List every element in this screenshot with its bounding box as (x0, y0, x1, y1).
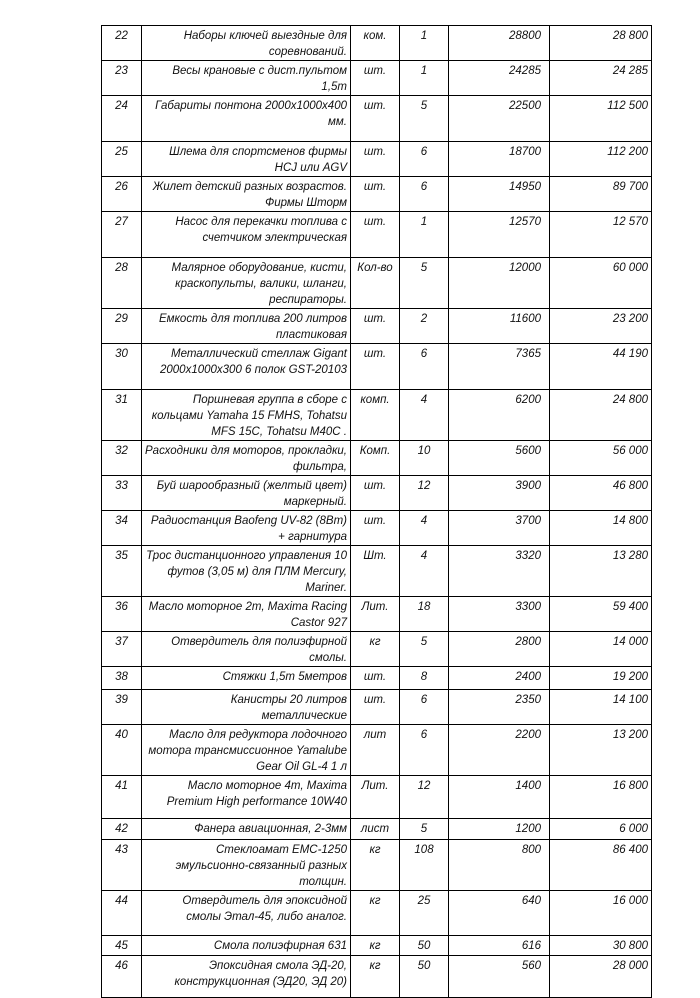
table-row (102, 390, 652, 441)
item-quantity: 108 (400, 840, 449, 891)
table-row (102, 597, 652, 632)
item-price: 22500 (449, 96, 550, 142)
row-number: 39 (102, 690, 142, 725)
item-price: 2200 (449, 725, 550, 776)
item-unit: кг (351, 632, 400, 667)
item-quantity: 5 (400, 258, 449, 309)
item-unit: Лит. (351, 597, 400, 632)
item-total: 13 280 (550, 546, 652, 597)
item-unit: кг (351, 956, 400, 998)
item-name: Стяжки 1,5т 5метров (142, 667, 351, 690)
item-quantity: 5 (400, 819, 449, 840)
row-number: 41 (102, 776, 142, 819)
item-name: Масло моторное 2т, Maxima Racing Castor 927 (142, 597, 351, 632)
items-table-body (102, 26, 652, 998)
item-total: 14 100 (550, 690, 652, 725)
row-number: 32 (102, 441, 142, 476)
row-number: 38 (102, 667, 142, 690)
item-unit: шт. (351, 177, 400, 212)
item-quantity: 6 (400, 690, 449, 725)
item-unit: шт. (351, 344, 400, 390)
row-number: 33 (102, 476, 142, 511)
item-name: Малярное оборудование, кисти, краскопульты, валики, шланги, респираторы. (142, 258, 351, 309)
row-number: 25 (102, 142, 142, 177)
table-row (102, 725, 652, 776)
table-row (102, 26, 652, 61)
item-unit: ком. (351, 26, 400, 61)
item-price: 560 (449, 956, 550, 998)
row-number: 42 (102, 819, 142, 840)
item-quantity: 1 (400, 61, 449, 96)
table-row (102, 690, 652, 725)
item-quantity: 4 (400, 390, 449, 441)
item-price: 3700 (449, 511, 550, 546)
item-name: Наборы ключей выездные для соревнований. (142, 26, 351, 61)
item-total: 60 000 (550, 258, 652, 309)
item-price: 6200 (449, 390, 550, 441)
item-price: 12570 (449, 212, 550, 258)
item-quantity: 6 (400, 725, 449, 776)
row-number: 28 (102, 258, 142, 309)
item-total: 14 800 (550, 511, 652, 546)
item-price: 11600 (449, 309, 550, 344)
item-name: Емкость для топлива 200 литров пластиковая (142, 309, 351, 344)
table-row (102, 61, 652, 96)
item-price: 12000 (449, 258, 550, 309)
row-number: 44 (102, 891, 142, 936)
row-number: 24 (102, 96, 142, 142)
item-unit: шт. (351, 142, 400, 177)
item-name: Шлема для спортсменов фирмы HCJ или AGV (142, 142, 351, 177)
item-total: 14 000 (550, 632, 652, 667)
item-name: Фанера авиационная, 2-3мм (142, 819, 351, 840)
item-name: Стеклоамат ЕМС-1250 эмульсионно-связанный разных толщин. (142, 840, 351, 891)
item-total: 19 200 (550, 667, 652, 690)
item-quantity: 1 (400, 26, 449, 61)
item-name: Отвердитель для эпоксидной смолы Этал-45, либо аналог. (142, 891, 351, 936)
row-number: 26 (102, 177, 142, 212)
item-name: Габариты понтона 2000х1000х400 мм. (142, 96, 351, 142)
row-number: 29 (102, 309, 142, 344)
item-quantity: 10 (400, 441, 449, 476)
items-table (101, 25, 652, 998)
item-unit: кг (351, 840, 400, 891)
item-quantity: 4 (400, 511, 449, 546)
table-row (102, 956, 652, 998)
row-number: 22 (102, 26, 142, 61)
table-row (102, 177, 652, 212)
table-row (102, 776, 652, 819)
item-quantity: 6 (400, 344, 449, 390)
item-unit: шт. (351, 212, 400, 258)
item-price: 5600 (449, 441, 550, 476)
item-name: Трос дистанционного управления 10 футов (3,05 м) для ПЛМ Mercury, Mariner. (142, 546, 351, 597)
row-number: 27 (102, 212, 142, 258)
item-unit: шт. (351, 96, 400, 142)
item-name: Масло для редуктора лодочного мотора трансмиссионное Yamalube Gear Oil GL-4 1 л (142, 725, 351, 776)
item-name: Смола полиэфирная 631 (142, 936, 351, 956)
item-total: 16 800 (550, 776, 652, 819)
row-number: 46 (102, 956, 142, 998)
table-row (102, 936, 652, 956)
item-quantity: 6 (400, 142, 449, 177)
row-number: 40 (102, 725, 142, 776)
item-price: 3300 (449, 597, 550, 632)
table-row (102, 476, 652, 511)
table-row (102, 819, 652, 840)
item-unit: Кол-во (351, 258, 400, 309)
item-name: Весы крановые с дист.пультом 1,5т (142, 61, 351, 96)
item-quantity: 12 (400, 476, 449, 511)
item-price: 1400 (449, 776, 550, 819)
item-price: 28800 (449, 26, 550, 61)
table-row (102, 142, 652, 177)
item-total: 44 190 (550, 344, 652, 390)
table-row (102, 441, 652, 476)
item-unit: шт. (351, 61, 400, 96)
table-row (102, 309, 652, 344)
item-price: 2800 (449, 632, 550, 667)
item-unit: шт. (351, 309, 400, 344)
item-price: 7365 (449, 344, 550, 390)
item-name: Насос для перекачки топлива с счетчиком электрическая (142, 212, 351, 258)
item-name: Отвердитель для полиэфирной смолы. (142, 632, 351, 667)
table-row (102, 891, 652, 936)
item-quantity: 50 (400, 956, 449, 998)
item-price: 3900 (449, 476, 550, 511)
item-unit: шт. (351, 667, 400, 690)
item-unit: лит (351, 725, 400, 776)
item-total: 28 800 (550, 26, 652, 61)
item-name: Расходники для моторов, прокладки, фильтра, (142, 441, 351, 476)
item-quantity: 25 (400, 891, 449, 936)
item-total: 6 000 (550, 819, 652, 840)
item-name: Поршневая группа в сборе с кольцами Yamaha 15 FMHS, Tohatsu MFS 15C, Tohatsu M40C . (142, 390, 351, 441)
item-price: 24285 (449, 61, 550, 96)
item-quantity: 5 (400, 632, 449, 667)
table-row (102, 96, 652, 142)
item-name: Эпоксидная смола ЭД-20, конструкционная (ЭД20, ЭД 20) (142, 956, 351, 998)
item-unit: шт. (351, 476, 400, 511)
item-total: 23 200 (550, 309, 652, 344)
row-number: 23 (102, 61, 142, 96)
item-total: 112 500 (550, 96, 652, 142)
table-row (102, 632, 652, 667)
row-number: 36 (102, 597, 142, 632)
item-total: 46 800 (550, 476, 652, 511)
item-quantity: 18 (400, 597, 449, 632)
item-price: 800 (449, 840, 550, 891)
item-price: 616 (449, 936, 550, 956)
table-row (102, 344, 652, 390)
item-name: Металлический стеллаж Gigant 2000х1000х300 6 полок GST-20103 (142, 344, 351, 390)
item-unit: комп. (351, 390, 400, 441)
item-price: 640 (449, 891, 550, 936)
table-row (102, 258, 652, 309)
item-price: 18700 (449, 142, 550, 177)
item-unit: Комп. (351, 441, 400, 476)
item-total: 28 000 (550, 956, 652, 998)
item-quantity: 5 (400, 96, 449, 142)
item-name: Масло моторное 4т, Maxima Premium High performance 10W40 (142, 776, 351, 819)
row-number: 45 (102, 936, 142, 956)
table-row (102, 511, 652, 546)
item-price: 14950 (449, 177, 550, 212)
item-unit: Лит. (351, 776, 400, 819)
item-quantity: 12 (400, 776, 449, 819)
item-total: 59 400 (550, 597, 652, 632)
item-total: 12 570 (550, 212, 652, 258)
item-price: 1200 (449, 819, 550, 840)
row-number: 37 (102, 632, 142, 667)
item-total: 24 285 (550, 61, 652, 96)
item-unit: кг (351, 936, 400, 956)
row-number: 31 (102, 390, 142, 441)
item-total: 89 700 (550, 177, 652, 212)
row-number: 30 (102, 344, 142, 390)
item-quantity: 1 (400, 212, 449, 258)
item-name: Радиостанция Baofeng UV-82 (8Вт) + гарнитура (142, 511, 351, 546)
item-total: 24 800 (550, 390, 652, 441)
row-number: 35 (102, 546, 142, 597)
item-quantity: 8 (400, 667, 449, 690)
table-row (102, 667, 652, 690)
item-price: 2400 (449, 667, 550, 690)
item-unit: лист (351, 819, 400, 840)
item-total: 30 800 (550, 936, 652, 956)
item-price: 2350 (449, 690, 550, 725)
item-unit: Шт. (351, 546, 400, 597)
item-unit: шт. (351, 690, 400, 725)
item-quantity: 4 (400, 546, 449, 597)
table-row (102, 212, 652, 258)
item-price: 3320 (449, 546, 550, 597)
item-quantity: 2 (400, 309, 449, 344)
item-quantity: 50 (400, 936, 449, 956)
item-total: 86 400 (550, 840, 652, 891)
item-name: Канистры 20 литров металлические (142, 690, 351, 725)
item-total: 13 200 (550, 725, 652, 776)
row-number: 43 (102, 840, 142, 891)
row-number: 34 (102, 511, 142, 546)
item-quantity: 6 (400, 177, 449, 212)
table-row (102, 840, 652, 891)
item-name: Буй шарообразный (желтый цвет) маркерный. (142, 476, 351, 511)
item-total: 56 000 (550, 441, 652, 476)
table-row (102, 546, 652, 597)
item-unit: шт. (351, 511, 400, 546)
item-name: Жилет детский разных возрастов. Фирмы Шторм (142, 177, 351, 212)
item-total: 16 000 (550, 891, 652, 936)
item-total: 112 200 (550, 142, 652, 177)
item-unit: кг (351, 891, 400, 936)
